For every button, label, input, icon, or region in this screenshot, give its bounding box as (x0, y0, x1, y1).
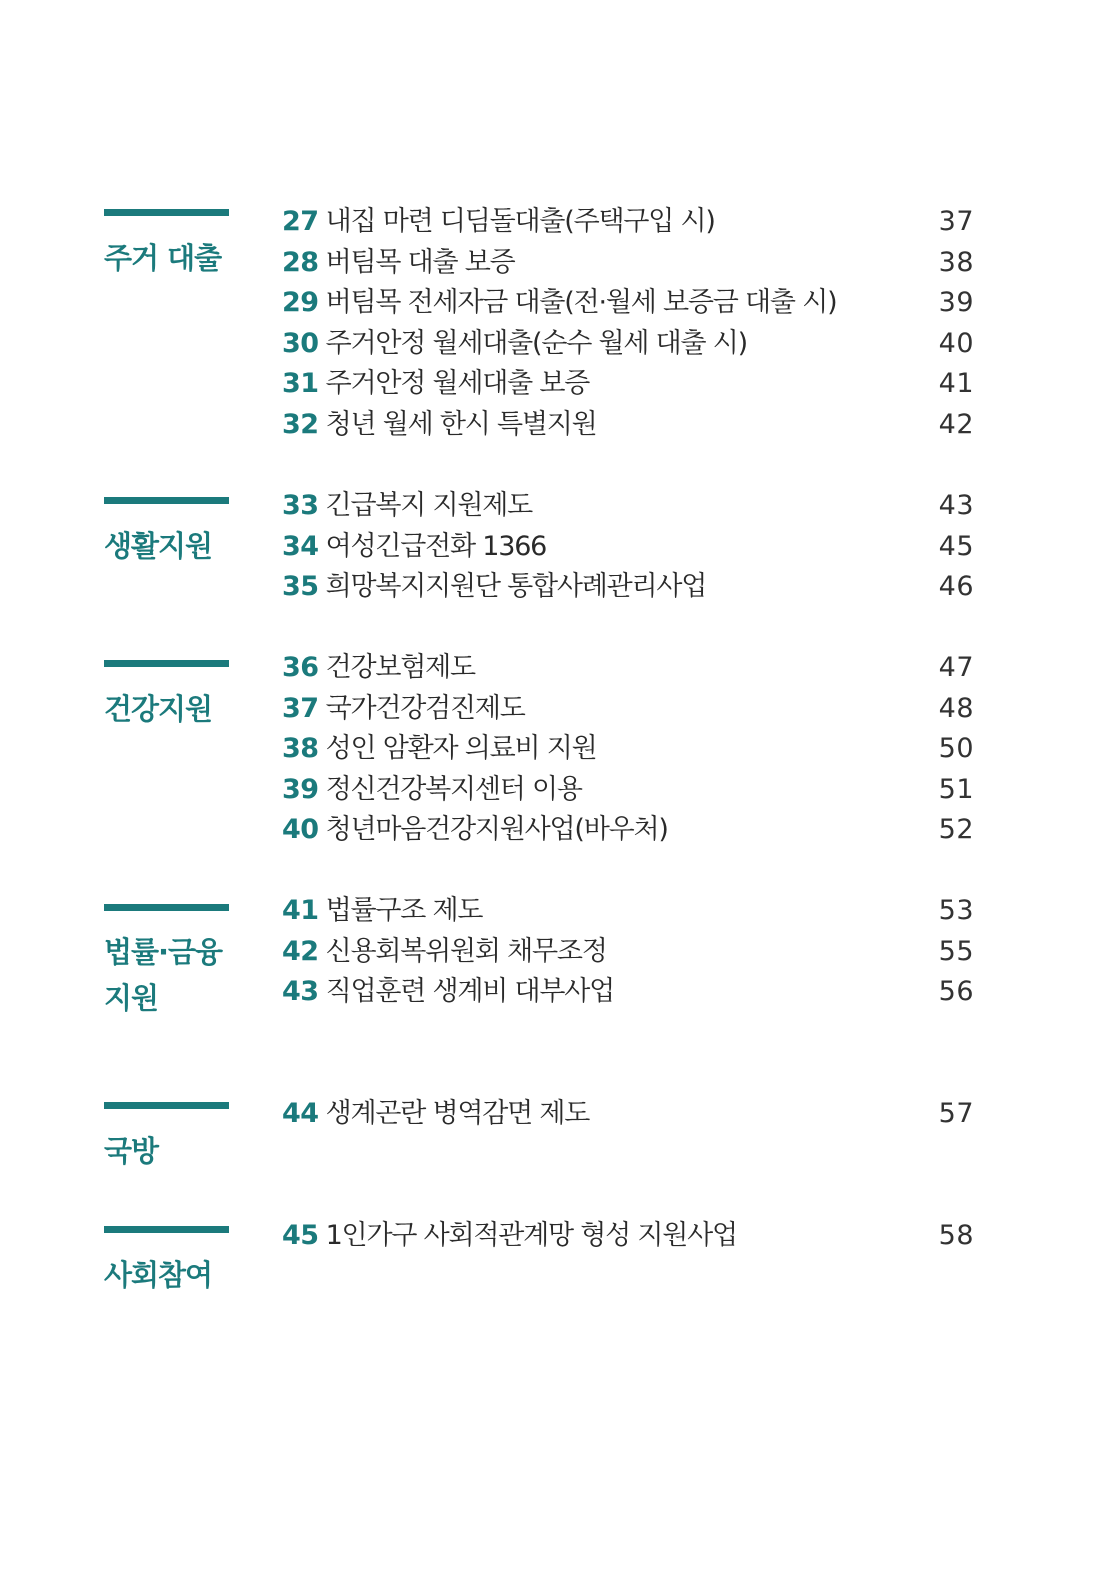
entry-title: 1인가구 사회적관계망 형성 지원사업 (325, 1220, 737, 1251)
section-title: 생활지원 (104, 529, 213, 563)
section-title: 국방 (104, 1134, 159, 1168)
entry-title: 여성긴급전화 1366 (325, 530, 547, 562)
entry-title: 생계곤란 병역감면 제도 (325, 1098, 590, 1129)
entry-number: 27 (282, 206, 319, 237)
entry-number: 28 (282, 246, 319, 278)
entry-page-number: 50 (938, 733, 974, 765)
entry-page-number: 37 (938, 206, 974, 237)
section-title: 주거 대출 (104, 241, 222, 275)
toc-entry[interactable] (282, 729, 974, 770)
entry-page-number: 43 (938, 490, 974, 521)
entry-title: 국가건강검진제도 (325, 692, 525, 724)
entry-number: 30 (282, 327, 319, 359)
entry-number: 39 (282, 773, 319, 805)
entry-title: 주거안정 월세대출(순수 월세 대출 시) (325, 327, 748, 359)
entry-number: 44 (282, 1098, 319, 1129)
toc-entry[interactable] (282, 202, 974, 243)
section-divider-bar (104, 660, 229, 667)
entry-title: 긴급복지 지원제도 (325, 490, 533, 521)
entry-title: 법률구조 제도 (325, 895, 483, 926)
entry-number: 45 (282, 1220, 319, 1251)
entry-title: 청년 월세 한시 특별지원 (325, 409, 597, 440)
entry-title: 직업훈련 생계비 대부사업 (325, 976, 615, 1008)
entry-number: 38 (282, 733, 319, 765)
section-title: 사회참여 (104, 1258, 213, 1292)
entry-page-number: 41 (938, 368, 974, 400)
toc-entry[interactable] (282, 486, 974, 527)
entry-number: 34 (282, 530, 319, 562)
entry-number: 40 (282, 814, 319, 846)
entry-title: 버팀목 대출 보증 (325, 246, 515, 278)
section-title: 건강지원 (104, 692, 213, 726)
toc-entry[interactable] (282, 770, 974, 811)
toc-entry[interactable] (282, 1094, 974, 1135)
entry-page-number: 38 (938, 246, 974, 278)
entry-page-number: 39 (938, 287, 974, 319)
entry-page-number: 53 (938, 895, 974, 926)
entry-number: 43 (282, 976, 319, 1008)
toc-entry[interactable] (282, 405, 974, 446)
toc-entry[interactable] (282, 527, 974, 568)
entry-page-number: 52 (938, 814, 974, 846)
entry-page-number: 46 (938, 571, 974, 603)
toc-entry[interactable] (282, 283, 974, 324)
entry-number: 32 (282, 409, 319, 440)
entry-number: 36 (282, 652, 319, 683)
entry-number: 37 (282, 692, 319, 724)
toc-entry[interactable] (282, 243, 974, 284)
section-title-line: 지원 (104, 981, 159, 1015)
entry-page-number: 55 (938, 935, 974, 967)
entry-title: 버팀목 전세자금 대출(전·월세 보증금 대출 시) (325, 287, 837, 319)
toc-entry[interactable] (282, 567, 974, 608)
entry-title: 신용회복위원회 채무조정 (325, 935, 607, 967)
entry-page-number: 47 (938, 652, 974, 683)
entry-page-number: 56 (938, 976, 974, 1008)
entry-title: 성인 암환자 의료비 지원 (325, 733, 597, 765)
section-title (104, 929, 264, 1021)
entry-page-number: 40 (938, 327, 974, 359)
entry-number: 35 (282, 571, 319, 603)
section-divider-bar (104, 209, 229, 216)
entry-title: 주거안정 월세대출 보증 (325, 368, 590, 400)
entry-page-number: 57 (938, 1098, 974, 1129)
toc-entry[interactable] (282, 932, 974, 973)
entry-page-number: 51 (938, 773, 974, 805)
toc-entry[interactable] (282, 648, 974, 689)
toc-entry[interactable] (282, 810, 974, 851)
entry-title: 건강보험제도 (325, 652, 475, 683)
toc-entry[interactable] (282, 689, 974, 730)
entry-title: 정신건강복지센터 이용 (325, 773, 582, 805)
toc-entry[interactable] (282, 324, 974, 365)
entry-number: 31 (282, 368, 319, 400)
entry-page-number: 58 (938, 1220, 974, 1251)
section-title-line: 법률·금융 (104, 935, 223, 969)
section-divider-bar (104, 497, 229, 504)
entry-title: 청년마음건강지원사업(바우처) (325, 814, 668, 846)
entry-page-number: 42 (938, 409, 974, 440)
section-divider-bar (104, 1102, 229, 1109)
section-divider-bar (104, 904, 229, 911)
entry-page-number: 48 (938, 692, 974, 724)
toc-entry[interactable] (282, 1216, 974, 1257)
entry-page-number: 45 (938, 530, 974, 562)
entry-title: 희망복지지원단 통합사례관리사업 (325, 571, 707, 603)
section-divider-bar (104, 1226, 229, 1233)
entry-number: 33 (282, 490, 319, 521)
toc-entry[interactable] (282, 364, 974, 405)
toc-entry[interactable] (282, 891, 974, 932)
entry-number: 42 (282, 935, 319, 967)
toc-entry[interactable] (282, 972, 974, 1013)
entry-number: 29 (282, 287, 319, 319)
entry-title: 내집 마련 디딤돌대출(주택구입 시) (325, 206, 715, 237)
entry-number: 41 (282, 895, 319, 926)
